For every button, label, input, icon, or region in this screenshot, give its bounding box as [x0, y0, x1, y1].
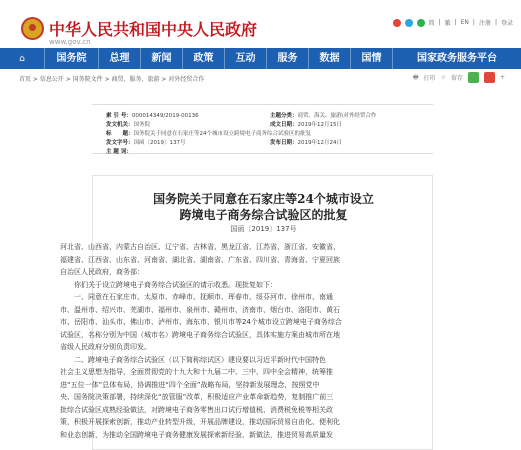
- home-icon[interactable]: ⌂: [19, 53, 25, 64]
- para2-line: 批综合试验区成熟经验做法，对跨境电子商务零售出口试行增值税、消费税免税等相关政: [60, 405, 333, 414]
- weibo-icon[interactable]: [393, 19, 401, 27]
- meta-doc-no: 发文字号：国函〔2019〕137号: [106, 140, 186, 146]
- para1-line: 试验区，名称分别为中国（城市名）跨境电子商务综合试验区，具体实施方案由城市所在地: [60, 330, 340, 339]
- meta-index: 索 引 号：000014349/2019-00136: [106, 113, 199, 119]
- nav-item-news[interactable]: 新闻: [140, 48, 182, 69]
- recipients-line: 自治区人民政府，商务部：: [60, 268, 144, 276]
- site-title[interactable]: 中华人民共和国中央人民政府: [49, 20, 258, 39]
- intro-line: 你们关于设立跨境电子商务综合试验区的请示收悉。现批复如下：: [74, 280, 277, 289]
- site-url: www.gov.cn: [49, 38, 91, 46]
- nav-item-state-council[interactable]: 国务院: [44, 48, 98, 69]
- document-number: 国函〔2019〕137号: [230, 225, 297, 233]
- nav-item-national-info[interactable]: 国情: [350, 48, 392, 69]
- meta-topic: 主 题 词：: [106, 149, 132, 155]
- wechat-share-icon[interactable]: [468, 72, 479, 83]
- meta-title: 标 题：国务院关于同意在石家庄等24个城市设立跨境电子商务综合试验区的批复: [106, 131, 312, 137]
- nav-item-gov-service-platform[interactable]: 国家政务服务平台: [392, 48, 521, 69]
- breadcrumb[interactable]: 首页 > 信息公开 > 国务院文件 > 商贸、服务、旅游 > 对外经贸合作: [19, 76, 205, 83]
- font-size-button[interactable]: +: [499, 74, 505, 81]
- document-text: [60, 241, 480, 441]
- toplink-register[interactable]: 注册: [478, 20, 491, 27]
- para2-line: 二、跨境电子商务综合试验区（以下简称综试区）建设要以习近平新时代中国特色: [74, 355, 326, 364]
- nav-item-policy[interactable]: 政策: [182, 48, 224, 69]
- toplink-login[interactable]: 登录: [500, 20, 513, 27]
- weibo-share-icon[interactable]: [484, 72, 495, 83]
- national-emblem-icon: [21, 17, 44, 40]
- qq-icon[interactable]: [405, 19, 413, 27]
- print-icon[interactable]: 🖶: [412, 73, 419, 81]
- page-tools: [413, 72, 505, 83]
- toplink-simplified[interactable]: 简: [428, 20, 435, 27]
- para2-line: 社会主义思想为指导，全面贯彻党的十九大和十九届二中、三中、四中全会精神，统筹推: [60, 368, 333, 376]
- document-title-line2: 跨境电子商务综合试验区的批复: [179, 208, 348, 222]
- nav-item-interaction[interactable]: 互动: [224, 48, 266, 69]
- recipients-line: 河北省、山西省、内蒙古自治区、辽宁省、吉林省、黑龙江省、江苏省、浙江省、安徽省、: [60, 243, 340, 251]
- toplink-traditional[interactable]: 繁: [444, 20, 451, 27]
- favorite-icon[interactable]: ☆: [440, 74, 446, 81]
- favorite-link[interactable]: 留存: [450, 75, 463, 82]
- meta-category: 主题分类：商贸、海关、旅游\对外经贸合作: [270, 113, 377, 119]
- para1-line: 市、岳阳市、汕头市、佛山市、泸州市、海东市、银川市等24个城市设立跨境电子商务综合: [60, 318, 342, 326]
- document-title-line1: 国务院关于同意在石家庄等24个城市设立: [153, 192, 374, 206]
- meta-pub-date: 发布日期：2019年12月24日: [270, 140, 343, 146]
- para2-line: 进“五位一体”总体布局，协调推进“四个全面”战略布局，坚持新发展理念，按照党中: [60, 380, 320, 389]
- recipients-line: 福建省、江西省、山东省、河南省、湖北省、湖南省、广东省、四川省、青海省、宁夏回族: [60, 255, 340, 264]
- wechat-icon[interactable]: [417, 19, 425, 27]
- para1-line: 省级人民政府分别负责印发。: [60, 343, 151, 351]
- main-nav: [0, 48, 521, 69]
- print-link[interactable]: 打印: [423, 75, 436, 82]
- para2-line: 和业态创新，为推动全国跨境电子商务健康发展探索新经验、新做法，推进贸易高质量发: [60, 430, 333, 439]
- para2-line: 央、国务院决策部署，持续深化“放管服”改革，积极适应产业革命新趋势，复制推广前三: [60, 393, 334, 401]
- site-header: [0, 0, 521, 48]
- nav-item-service[interactable]: 服务: [266, 48, 308, 69]
- meta-date-written: 成文日期：2019年12月15日: [270, 122, 343, 128]
- nav-item-premier[interactable]: 总理: [98, 48, 140, 69]
- nav-item-data[interactable]: 数据: [308, 48, 350, 69]
- para2-line: 策，积极开展探索创新，推动产业转型升级，开展品牌建设，推动国际贸易自由化、便利化: [60, 418, 340, 426]
- para1-line: 一、同意在石家庄市、太原市、赤峰市、抚顺市、珲春市、绥芬河市、徐州市、南通: [74, 293, 333, 301]
- meta-issuer: 发文机关：国务院: [106, 122, 151, 128]
- document-metadata: [92, 104, 433, 154]
- toplink-english[interactable]: EN: [460, 19, 469, 26]
- para1-line: 市、温州市、绍兴市、芜湖市、福州市、泉州市、赣州市、济南市、烟台市、洛阳市、黄石: [60, 305, 340, 314]
- top-links: 简 | 繁 | EN | 注册 | 登录: [393, 18, 513, 27]
